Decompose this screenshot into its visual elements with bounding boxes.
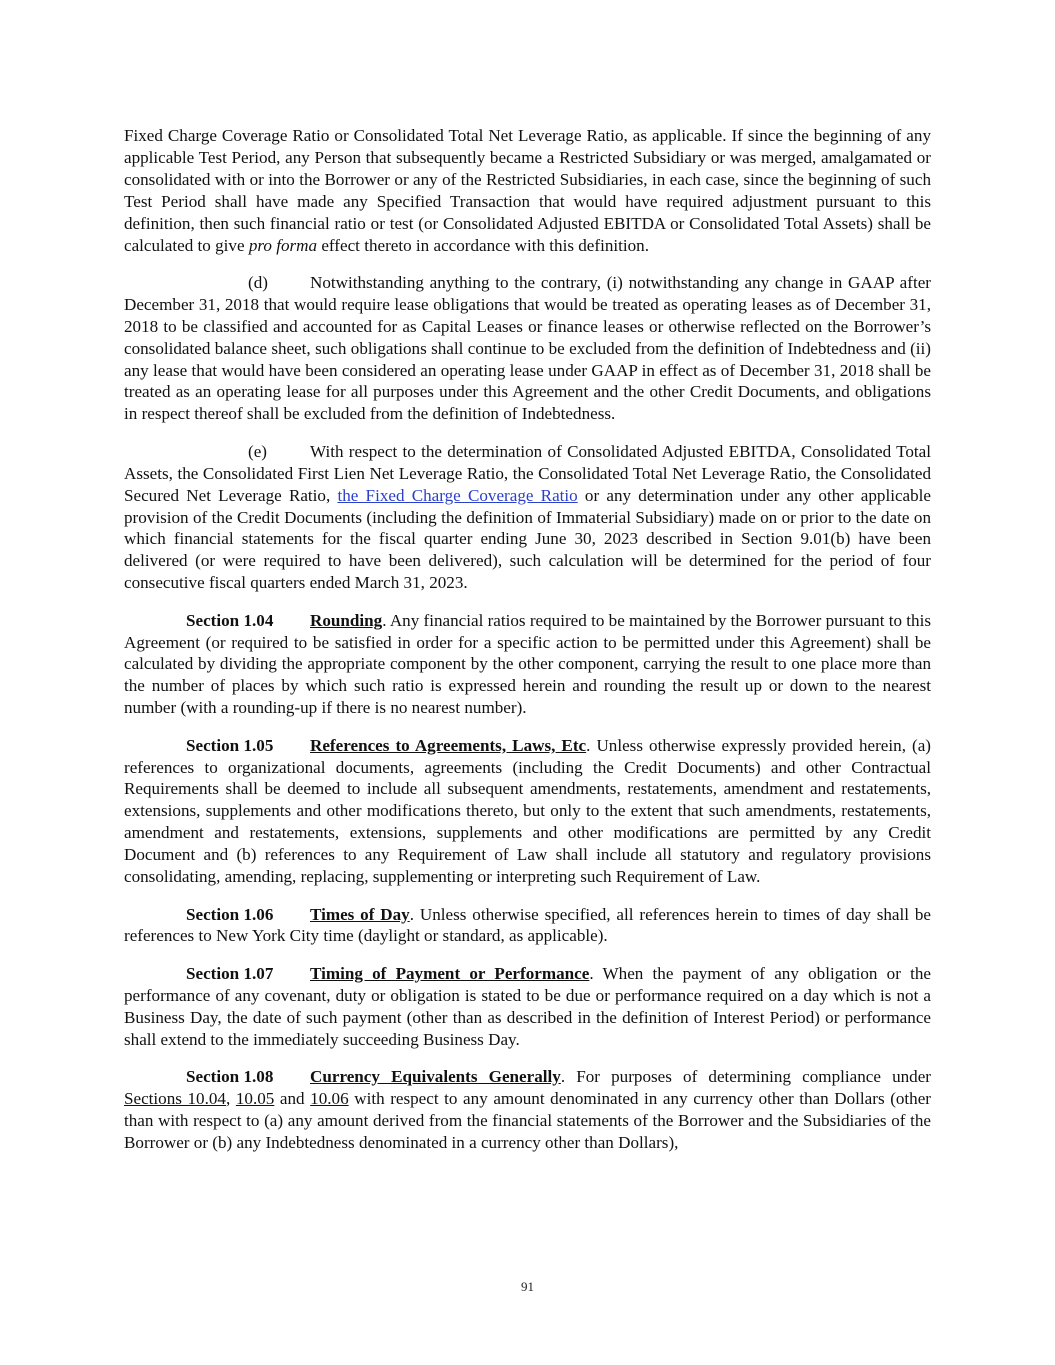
section-text: . When the payment of any obligation or the performance of any covenant, duty or obligation is stated to be due or performance required on a day which is not a Business Day, the date of such payment (other than as described in the definition of Interest Period) or performance shall extend to the immediately succeeding Business Day. xyxy=(124,963,932,1049)
paragraph-continuation xyxy=(124,125,931,256)
section-1-06 xyxy=(124,904,931,948)
section-reference: 10.05 xyxy=(235,1088,275,1108)
section-number: Section 1.05 xyxy=(186,735,274,755)
section-reference: Sections 10.04 xyxy=(124,1088,226,1108)
section-text: with respect to any amount denominated in any currency other than Dollars (other than with respect to (a) any amount derived from the financial statements of the Borrower and the Subsidiaries of the Borrower or (b) any Indebtedness denominated in a currency other than Dollars), xyxy=(124,1088,932,1152)
paragraph-text: Fixed Charge Coverage Ratio or Consolidated Total Net Leverage Ratio, as applicable. If since the beginning of any applicable Test Period, any Person that subsequently became a Restricted Subsidiary or was merged, amalgamated or consolidated with or into the Borrower or any of the Restricted Subsidiaries, in each case, since the beginning of such Test Period shall have made any Specified Transaction that would have required adjustment pursuant to this definition, then such financial ratio or test (or Consolidated Adjusted EBITDA or Consolidated Total Assets) shall be calculated to give xyxy=(124,126,931,255)
section-reference: 10.06 xyxy=(310,1088,349,1108)
fixed-charge-coverage-ratio-link[interactable]: the Fixed Charge Coverage Ratio xyxy=(337,485,578,505)
section-title: Currency Equivalents Generally xyxy=(310,1066,561,1086)
clause-number: (d) xyxy=(248,272,268,292)
section-title: Timing of Payment or Performance xyxy=(310,963,590,983)
italic-term: pro forma xyxy=(248,235,318,255)
separator: , xyxy=(225,1088,236,1108)
section-1-04 xyxy=(124,610,931,720)
separator: and xyxy=(274,1088,311,1108)
clause-number: (e) xyxy=(248,441,267,461)
section-text: . Unless otherwise expressly provided herein, (a) references to organizational documents, agreements (including the Credit Documents) and other Contractual Requirements shall be deemed to include all subsequent amendments, restatements, amendment and restatements, extensions, supplements and other modifications thereto, but only to the extent that such amendments, restatements, amendment and restatements, extensions, supplements and other modifications are permitted by any Credit Document and (b) references to any Requirement of Law shall include all statutory and regulatory provisions consolidating, amending, replacing, supplementing or interpreting such Requirement of Law. xyxy=(124,735,931,887)
section-number: Section 1.07 xyxy=(186,963,274,983)
section-1-07 xyxy=(124,963,931,1051)
section-title: References to Agreements, Laws, Etc xyxy=(310,735,587,755)
clause-text: or any determination under any other applicable provision of the Credit Documents (including the definition of Immaterial Subsidiary) made on or prior to the date on which financial statements for the fiscal quarter ending June 30, 2023 described in Section 9.01(b) have been delivered (or were required to have been delivered), such calculation will be determined for the period of four consecutive fiscal quarters ended March 31, 2023. xyxy=(124,485,932,593)
page-number: 91 xyxy=(521,1279,534,1294)
section-text: . Any financial ratios required to be maintained by the Borrower pursuant to this Agreement (or required to be satisfied in order for a specific action to be permitted under this Agreement) shall be calculated by dividing the appropriate component by the other component, carrying the result to one place more than the number of places by which such ratio is expressed herein and rounding the result up or down to the nearest number (with a rounding-up if there is no nearest number). xyxy=(124,610,931,718)
section-title: Rounding xyxy=(310,610,383,630)
document-page xyxy=(124,125,931,1169)
section-title: Times of Day xyxy=(310,904,410,924)
paragraph-text: effect thereto in accordance with this definition. xyxy=(317,235,649,255)
section-1-05 xyxy=(124,735,931,888)
section-number: Section 1.06 xyxy=(186,904,274,924)
clause-e xyxy=(124,441,931,594)
section-text: . Unless otherwise specified, all references herein to times of day shall be references to New York City time (daylight or standard, as applicable). xyxy=(124,904,932,946)
section-text: . For purposes of determining compliance under xyxy=(560,1066,931,1086)
section-1-08 xyxy=(124,1066,931,1154)
section-number: Section 1.08 xyxy=(186,1066,274,1086)
clause-text: With respect to the determination of Consolidated Adjusted EBITDA, Consolidated Total Assets, the Consolidated First Lien Net Leverage Ratio, the Consolidated Total Net Leverage Ratio, the Consolidated Secured Net Leverage Ratio, xyxy=(124,441,931,505)
section-number: Section 1.04 xyxy=(186,610,274,630)
clause-text: Notwithstanding anything to the contrary, (i) notwithstanding any change in GAAP after December 31, 2018 that would require lease obligations that would be treated as operating leases as of December 31, 2018 to be classified and accounted for as Capital Leases or finance leases or otherwise reflected on the Borrower’s consolidated balance sheet, such obligations shall continue to be excluded from the definition of Indebtedness and (ii) any lease that would have been considered an operating lease under GAAP in effect as of December 31, 2018 shall be treated as an operating lease for all purposes under this Agreement and the other Credit Documents, and obligations in respect thereof shall be excluded from the definition of Indebtedness. xyxy=(124,272,931,424)
clause-d xyxy=(124,272,931,425)
